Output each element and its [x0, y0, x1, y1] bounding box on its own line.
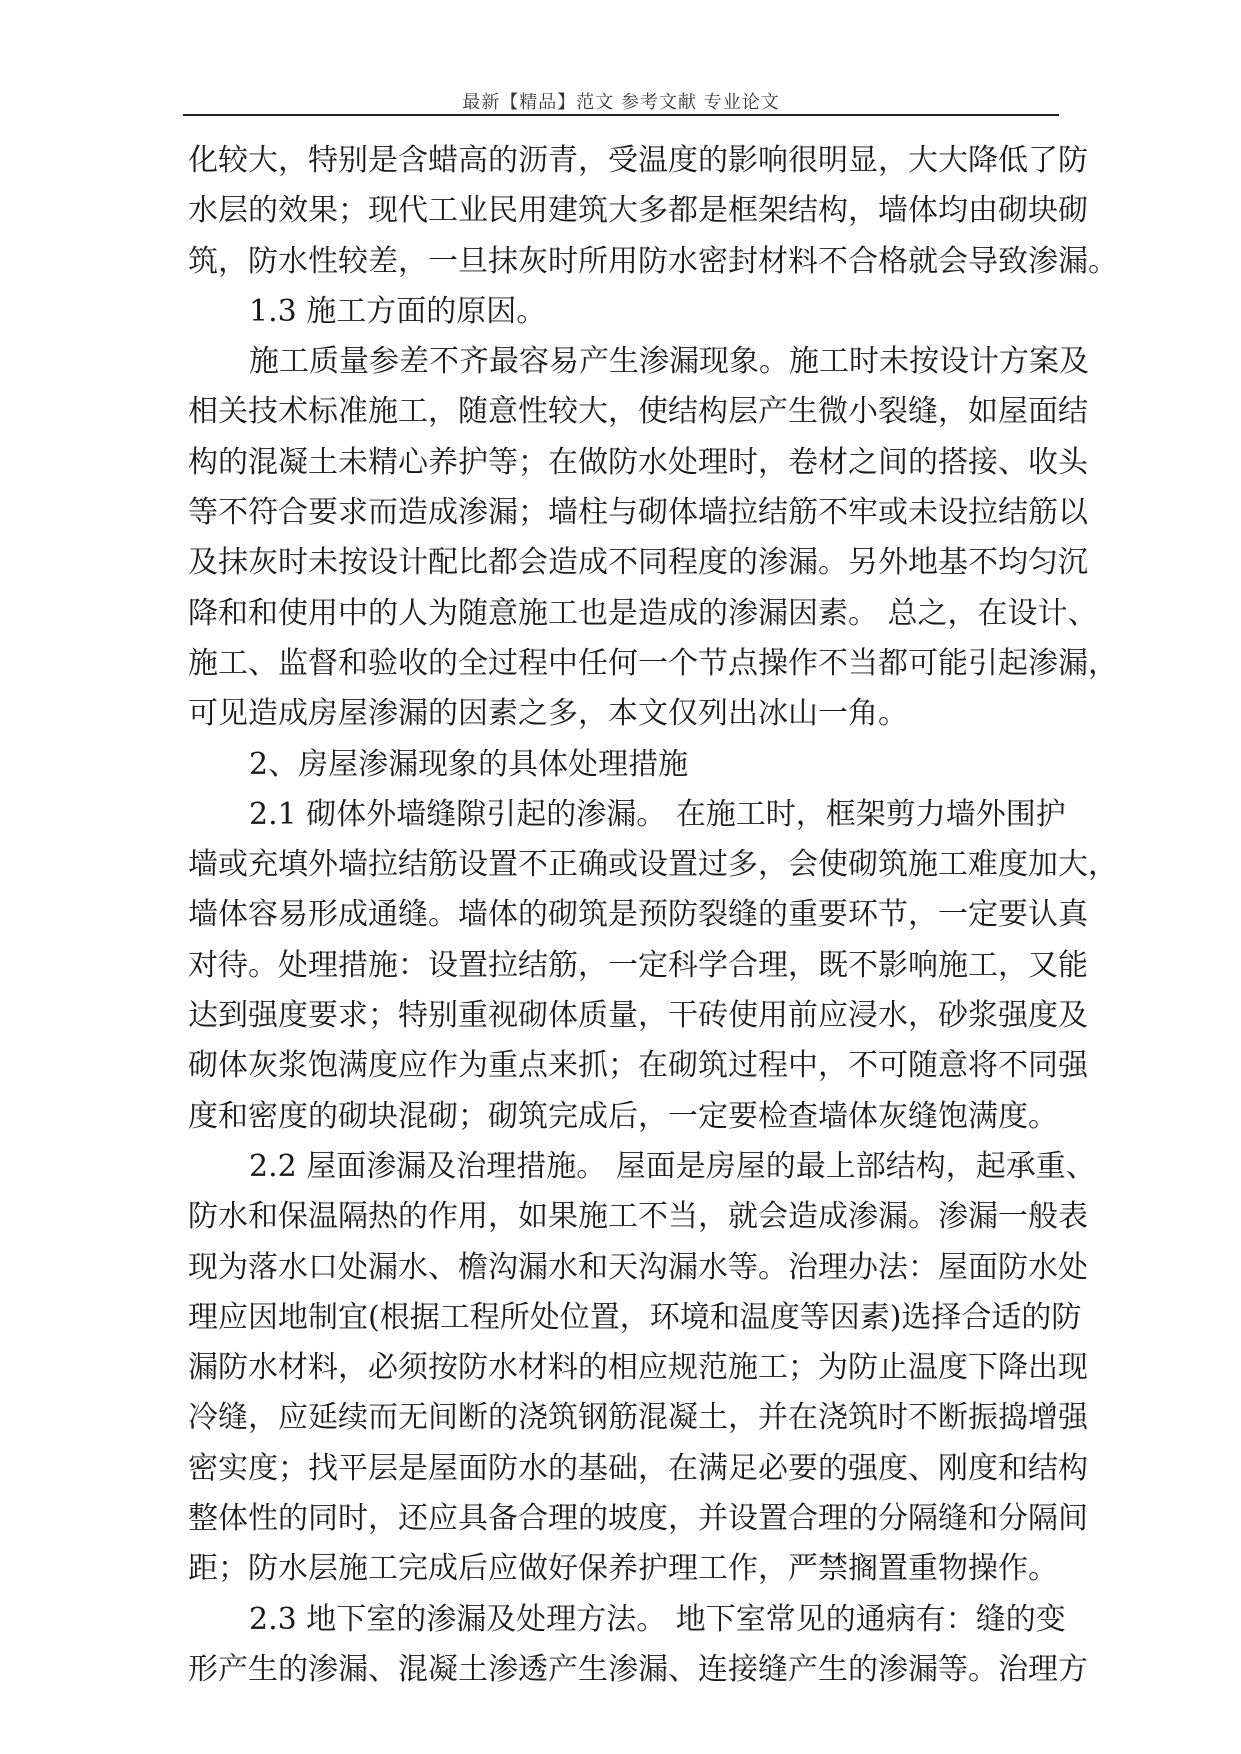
text-line: 2.1 砌体外墙缝隙引起的渗漏。 在施工时，框架剪力墙外围护: [249, 796, 1066, 832]
text-line: 水层的效果；现代工业民用建筑大多都是框架结构，墙体均由砌块砌: [188, 193, 1088, 229]
page-header: 最新【精品】范文 参考文献 专业论文: [462, 92, 780, 113]
text-line: 密实度；找平层是屋面防水的基础，在满足必要的强度、刚度和结构: [188, 1450, 1088, 1486]
text-line: 降和和使用中的人为随意施工也是造成的渗漏因素。 总之，在设计、: [188, 595, 1098, 631]
text-line: 施工、监督和验收的全过程中任何一个节点操作不当都可能引起渗漏，: [188, 645, 1118, 681]
text-line: 墙体容易形成通缝。墙体的砌筑是预防裂缝的重要环节，一定要认真: [188, 897, 1088, 933]
text-line: 筑，防水性较差，一旦抹灰时所用防水密封材料不合格就会导致渗漏。: [188, 243, 1118, 279]
text-line: 相关技术标准施工，随意性较大，使结构层产生微小裂缝，如屋面结: [188, 394, 1088, 430]
text-line: 达到强度要求；特别重视砌体质量，干砖使用前应浸水，砂浆强度及: [188, 998, 1088, 1034]
text-line: 2、房屋渗漏现象的具体处理措施: [249, 746, 689, 782]
text-line: 2.2 屋面渗漏及治理措施。 屋面是房屋的最上部结构，起承重、: [249, 1148, 1096, 1184]
text-line: 形产生的渗漏、混凝土渗透产生渗漏、连接缝产生的渗漏等。治理方: [188, 1651, 1088, 1687]
header-rule: [183, 114, 1059, 116]
text-line: 2.3 地下室的渗漏及处理方法。 地下室常见的通病有：缝的变: [249, 1601, 1066, 1637]
text-line: 可见造成房屋渗漏的因素之多，本文仅列出冰山一角。: [188, 696, 908, 732]
text-line: 理应因地制宜(根据工程所处位置，环境和温度等因素)选择合适的防: [188, 1299, 1082, 1335]
text-line: 整体性的同时，还应具备合理的坡度，并设置合理的分隔缝和分隔间: [188, 1501, 1088, 1537]
text-line: 防水和保温隔热的作用，如果施工不当，就会造成渗漏。渗漏一般表: [188, 1199, 1088, 1235]
text-line: 施工质量参差不齐最容易产生渗漏现象。施工时未按设计方案及: [249, 344, 1089, 380]
text-line: 距；防水层施工完成后应做好保养护理工作，严禁搁置重物操作。: [188, 1551, 1058, 1587]
body-text: [188, 136, 1118, 1695]
text-line: 及抹灰时未按设计配比都会造成不同程度的渗漏。另外地基不均匀沉: [188, 545, 1088, 581]
text-line: 度和密度的砌块混砌；砌筑完成后，一定要检查墙体灰缝饱满度。: [188, 1098, 1058, 1134]
text-line: 冷缝，应延续而无间断的浇筑钢筋混凝土，并在浇筑时不断振捣增强: [188, 1400, 1088, 1436]
text-line: 墙或充填外墙拉结筋设置不正确或设置过多，会使砌筑施工难度加大，: [188, 847, 1118, 883]
text-line: 对待。处理措施：设置拉结筋，一定科学合理，既不影响施工，又能: [188, 947, 1088, 983]
text-line: 化较大，特别是含蜡高的沥青，受温度的影响很明显，大大降低了防: [188, 143, 1088, 178]
text-line: 漏防水材料，必须按防水材料的相应规范施工；为防止温度下降出现: [188, 1350, 1088, 1386]
text-line: 砌体灰浆饱满度应作为重点来抓；在砌筑过程中，不可随意将不同强: [188, 1048, 1088, 1084]
text-line: 现为落水口处漏水、檐沟漏水和天沟漏水等。治理办法：屋面防水处: [188, 1249, 1088, 1285]
text-line: 等不符合要求而造成渗漏；墙柱与砌体墙拉结筋不牢或未设拉结筋以: [188, 495, 1088, 531]
text-line: 1.3 施工方面的原因。: [249, 293, 547, 329]
text-line: 构的混凝土未精心养护等；在做防水处理时，卷材之间的搭接、收头: [188, 444, 1088, 480]
